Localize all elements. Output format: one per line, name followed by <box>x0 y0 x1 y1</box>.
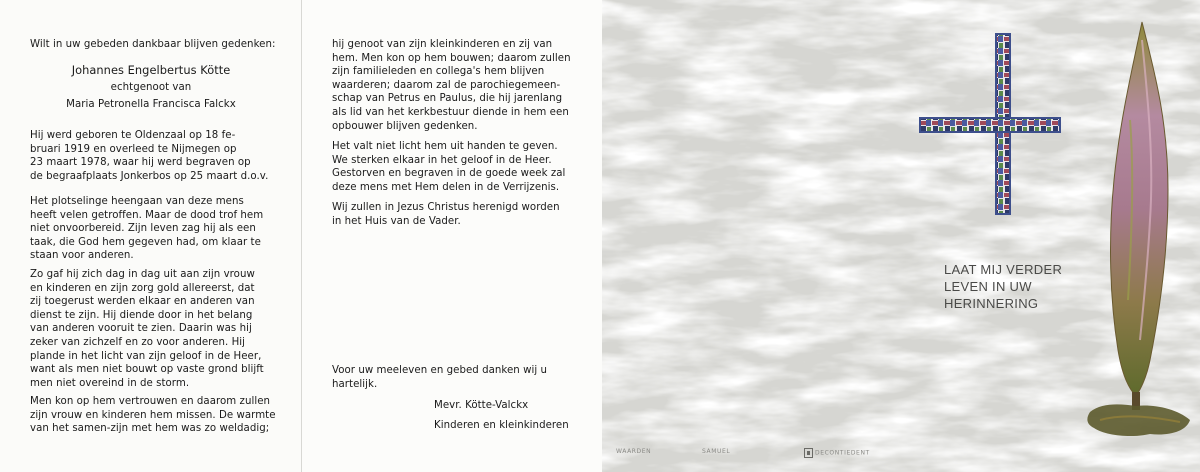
text-line: van anderen vooruit te zien. Daarin was hij <box>30 323 252 335</box>
text-line: zijn vrouw en kinderen hem missen. De warmte <box>30 409 276 421</box>
signature-widow: Mevr. Kötte-Valckx <box>434 400 529 411</box>
middle-page <box>302 0 602 472</box>
text-line: in het Huis van de Vader. <box>332 215 461 227</box>
signature-family: Kinderen en kleinkinderen <box>434 420 569 431</box>
relation-label: echtgenoot van <box>110 82 192 93</box>
tribute-paragraph-3 <box>30 395 276 436</box>
deceased-name: Johannes Engelbertus Kötte <box>71 63 231 77</box>
motto-line: LAAT MIJ VERDER <box>944 262 1063 277</box>
text-line: Zo gaf hij zich dag in dag uit aan zijn vrouw <box>30 269 255 280</box>
cover-illustration <box>602 0 1200 472</box>
cover-motto <box>944 261 1062 312</box>
text-line: niet onvoorbereid. Zijn leven zag hij als een <box>30 223 256 235</box>
birth-death-paragraph <box>30 129 268 183</box>
text-line: zeker van zichzelf en zo voor anderen. Hij <box>30 336 246 348</box>
cover-page <box>602 0 1200 472</box>
text-line: bruari 1919 en overleed te Nijmegen op <box>30 143 237 155</box>
text-line: waarderen; daarom zal de parochiegemeen- <box>332 79 561 91</box>
text-line: Wij zullen in Jezus Christus herenigd worden <box>332 202 560 213</box>
text-line: hij genoot van zijn kleinkinderen en zij van <box>332 39 553 50</box>
text-line: van het samen-zijn met hem was zo weldadig; <box>30 423 270 435</box>
text-line: men niet overeind in de storm. <box>30 377 190 389</box>
thanks-paragraph <box>332 364 547 391</box>
spouse-name: Maria Petronella Francisca Falckx <box>66 99 236 110</box>
text-line: Hij werd geboren te Oldenzaal op 18 fe- <box>30 130 236 141</box>
text-line: schap van Petrus en Paulus, die hij jarenlang <box>332 93 563 105</box>
text-line: taak, die God hem gegeven had, om klaar te <box>30 236 261 248</box>
faith-paragraph <box>332 140 565 194</box>
text-line: de begraafplaats Jonkerbos op 25 maart d.o.v. <box>30 170 269 182</box>
text-line: opbouwer blijven gedenken. <box>332 120 478 132</box>
text-line: deze mens met Hem delen in de Verrijzenis. <box>332 181 560 193</box>
tribute-paragraph-1 <box>30 195 263 263</box>
reunion-paragraph <box>332 201 560 228</box>
text-line: zij toegerust werden elkaar en anderen van <box>30 296 255 308</box>
text-line: want als men niet bouwt op vaste grond blijft <box>30 364 264 376</box>
text-line: Gestorven en begraven in de goede week zal <box>332 168 566 180</box>
text-line: Het valt niet licht hem uit handen te geven. <box>332 141 558 152</box>
intro-line: Wilt in uw gebeden dankbaar blijven gedenken: <box>30 39 276 50</box>
publisher-mark <box>804 448 870 458</box>
text-line: dienst te zijn. Hij diende door in het belang <box>30 309 253 321</box>
text-line: Men kon op hem vertrouwen en daarom zullen <box>30 396 271 407</box>
continued-paragraph <box>332 38 571 133</box>
text-line: staan voor anderen. <box>30 250 134 262</box>
text-line: Het plotselinge heengaan van deze mens <box>30 196 244 207</box>
left-page <box>0 0 302 472</box>
text-line: als lid van het kerkbestuur diende in hem een <box>332 106 569 118</box>
publisher-name: DECONTIEDENT <box>815 449 870 457</box>
motto-line: LEVEN IN UW <box>944 279 1032 294</box>
publisher-logo-icon <box>804 448 813 458</box>
text-line: zijn familieleden en collega's hem blijven <box>332 66 545 78</box>
motto-line: HERINNERING <box>944 296 1039 311</box>
text-line: en kinderen en zijn zorg gold allereerst, dat <box>30 282 255 294</box>
text-line: We sterken elkaar in het geloof in de Heer. <box>332 154 552 166</box>
text-line: plande in het licht van zijn geloof in de Heer, <box>30 350 262 362</box>
print-mark: SAMUEL <box>702 448 731 455</box>
text-line: Voor uw meeleven en gebed danken wij u <box>332 365 548 376</box>
text-line: 23 maart 1978, waar hij werd begraven op <box>30 157 251 169</box>
text-line: hem. Men kon op hem bouwen; daarom zullen <box>332 52 571 64</box>
print-mark: WAARDEN <box>616 448 652 455</box>
text-line: heeft velen getroffen. Maar de dood trof hem <box>30 209 264 221</box>
text-line: hartelijk. <box>332 378 378 390</box>
tribute-paragraph-2 <box>30 268 264 390</box>
